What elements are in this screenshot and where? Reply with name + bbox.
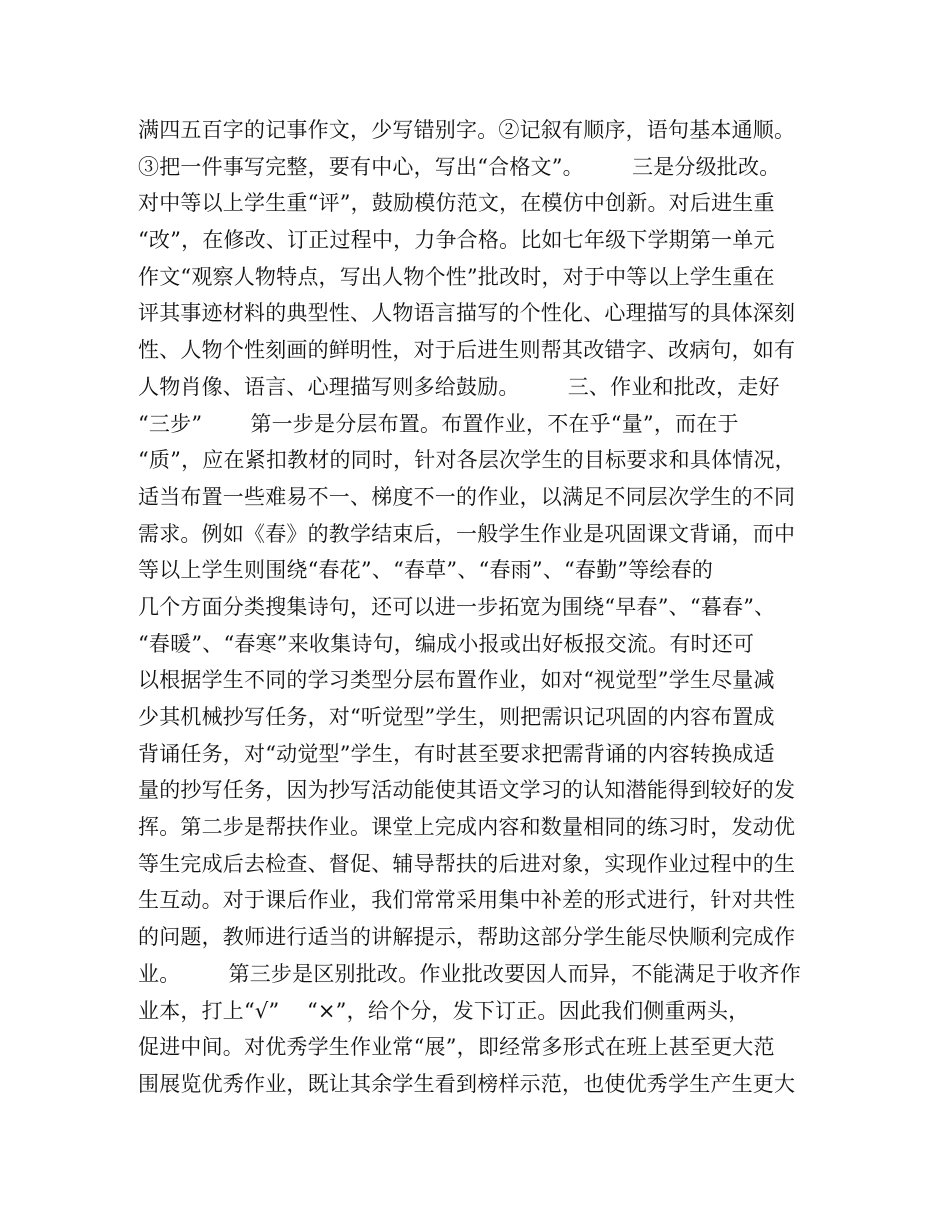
text-line: ③把一件事写完整，要有中心，写出“合格文”。 三是分级批改。 [138, 154, 781, 179]
text-line: 评其事迹材料的典型性、人物语言描写的个性化、心理描写的具体深刻 [138, 301, 796, 326]
text-line: 的问题，教师进行适当的讲解提示，帮助这部分学生能尽快顺利完成作 [138, 925, 796, 950]
text-line: 需求。例如《春》的教学结束后，一般学生作业是巩固课文背诵，而中 [138, 521, 796, 546]
text-line: 等生完成后去检查、督促、辅导帮扶的后进对象，实现作业过程中的生 [138, 851, 796, 876]
text-line: 满四五百字的记事作文，少写错别字。②记叙有顺序，语句基本通顺。 [138, 118, 796, 142]
body-text [138, 112, 828, 1103]
text-line: 对中等以上学生重“评”，鼓励模仿范文，在模仿中创新。对后进生重 [138, 191, 775, 216]
text-line: 几个方面分类搜集诗句，还可以进一步拓宽为围绕“早春”、“暮春”、 [138, 594, 776, 619]
text-line: “三步” 第一步是分层布置。布置作业，不在乎“量”，而在于 [138, 411, 739, 436]
text-line: 生互动。对于课后作业，我们常常采用集中补差的形式进行，针对共性 [138, 888, 796, 913]
text-line: 性、人物个性刻画的鲜明性，对于后进生则帮其改错字、改病句，如有 [138, 338, 796, 363]
text-line: 少其机械抄写任务，对“听觉型”学生，则把需识记巩固的内容布置成 [138, 705, 775, 729]
text-line: 业本，打上“√” “×”，给个分，发下订正。因此我们侧重两头， [138, 998, 750, 1023]
text-line: 促进中间。对优秀学生作业常“展”，即经常多形式在班上甚至更大范 [138, 1035, 775, 1060]
text-line: 围展览优秀作业，既让其余学生看到榜样示范，也使优秀学生产生更大 [138, 1071, 796, 1096]
text-line: 背诵任务，对“动觉型”学生，有时甚至要求把需背诵的内容转换成适 [138, 741, 775, 766]
text-line: 人物肖像、语言、心理描写则多给鼓励。 三、作业和批改，走好 [138, 374, 780, 399]
text-line: 等以上学生则围绕“春花”、“春草”、“春雨”、“春勤”等绘春的 [138, 558, 714, 583]
text-line: 以根据学生不同的学习类型分层布置作业，如对“视觉型”学生尽量减 [138, 668, 775, 693]
text-line: 量的抄写任务，因为抄写活动能使其语文学习的认知潜能得到较好的发 [138, 778, 796, 803]
text-line: “春暖”、“春寒”来收集诗句，编成小报或出好板报交流。有时还可 [138, 631, 755, 656]
text-line: “质”，应在紧扣教材的同时，针对各层次学生的目标要求和具体情况， [138, 448, 796, 473]
text-line: 作文“观察人物特点，写出人物个性”批改时，对于中等以上学生重在 [138, 264, 775, 289]
text-line: 业。 第三步是区别批改。作业批改要因人而异，不能满足于收齐作 [138, 961, 801, 986]
text-line: 挥。第二步是帮扶作业。课堂上完成内容和数量相同的练习时，发动优 [138, 815, 796, 840]
text-line: “改”，在修改、订正过程中，力争合格。比如七年级下学期第一单元 [138, 228, 775, 253]
text-line: 适当布置一些难易不一、梯度不一的作业，以满足不同层次学生的不同 [138, 484, 796, 509]
